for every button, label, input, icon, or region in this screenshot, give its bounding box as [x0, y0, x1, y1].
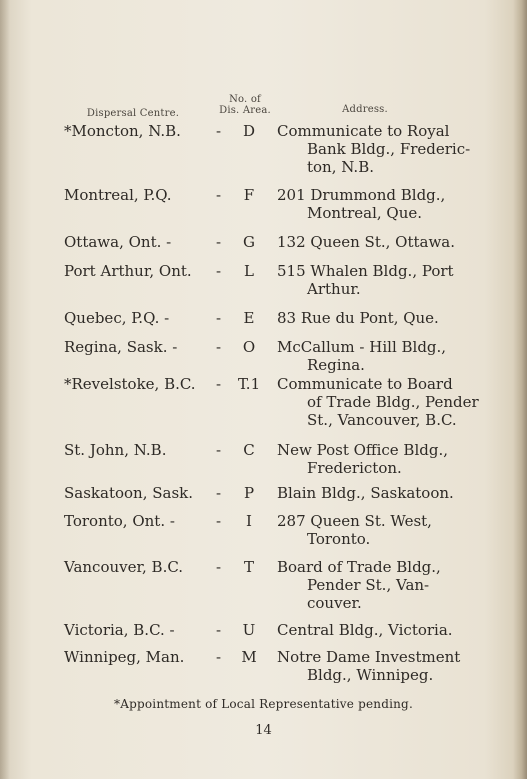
address-line: Communicate to Board — [277, 375, 453, 393]
address-line: Montreal, Que. — [307, 204, 423, 222]
address-line: ton, N.B. — [307, 158, 374, 176]
dispersal-centre: Winnipeg, Man. — [64, 648, 185, 666]
dash-separator: - — [216, 186, 222, 204]
address — [277, 122, 471, 176]
address-line: St., Vancouver, B.C. — [307, 411, 457, 429]
dispersal-centre: Ottawa, Ont. - — [64, 233, 172, 251]
dispersal-centre: Saskatoon, Sask. — [64, 484, 194, 502]
area-code: E — [243, 309, 255, 327]
address-line: 132 Queen St., Ottawa. — [277, 233, 455, 251]
area-code: G — [243, 233, 255, 251]
address-line: 287 Queen St. West, — [277, 512, 432, 530]
dispersal-centre: Port Arthur, Ont. — [64, 262, 192, 280]
address — [277, 262, 467, 298]
address — [277, 512, 467, 548]
dash-separator: - — [216, 558, 222, 576]
address — [277, 338, 467, 374]
dash-separator: - — [216, 375, 222, 393]
address-line: Board of Trade Bldg., — [277, 558, 441, 576]
address-line: Fredericton. — [307, 459, 402, 477]
dispersal-centre: *Moncton, N.B. — [64, 122, 181, 140]
dash-separator: - — [216, 441, 222, 459]
dash-separator: - — [216, 122, 222, 140]
dash-separator: - — [216, 512, 222, 530]
area-code: M — [241, 648, 257, 666]
header-area-line2: Dis. Area. — [219, 105, 271, 116]
address — [277, 441, 467, 477]
address-line: New Post Office Bldg., — [277, 441, 448, 459]
dash-separator: - — [216, 484, 222, 502]
area-code: U — [242, 621, 256, 639]
address-line: Notre Dame Investment — [277, 648, 461, 666]
dispersal-centre: Toronto, Ont. - — [64, 512, 175, 530]
area-code: L — [244, 262, 254, 280]
address-line: Regina. — [307, 356, 365, 374]
dash-separator: - — [216, 309, 222, 327]
footnote: *Appointment of Local Representative pending. — [114, 697, 413, 711]
address-line: Central Bldg., Victoria. — [277, 621, 453, 639]
address-line: couver. — [307, 594, 362, 612]
address-line: Arthur. — [307, 280, 361, 298]
dispersal-centre: *Revelstoke, B.C. — [64, 375, 196, 393]
dash-separator: - — [216, 338, 222, 356]
area-code: I — [246, 512, 252, 530]
address-line: Bank Bldg., Frederic- — [307, 140, 471, 158]
dash-separator: - — [216, 621, 222, 639]
address — [277, 621, 467, 639]
address-line: 83 Rue du Pont, Que. — [277, 309, 439, 327]
header-address: Address. — [342, 104, 388, 115]
area-code: T.1 — [238, 375, 261, 393]
dispersal-centre: Vancouver, B.C. — [64, 558, 184, 576]
address — [277, 186, 467, 222]
address-line: of Trade Bldg., Pender — [307, 393, 479, 411]
dash-separator: - — [216, 262, 222, 280]
address — [277, 484, 467, 502]
address-line: Communicate to Royal — [277, 122, 450, 140]
area-code: C — [243, 441, 255, 459]
address — [277, 309, 467, 327]
header-centre: Dispersal Centre. — [86, 108, 180, 119]
page-right-edge — [513, 0, 527, 779]
address-line: 201 Drummond Bldg., — [277, 186, 446, 204]
header-area-line1: No. of — [229, 94, 261, 105]
dash-separator: - — [216, 648, 222, 666]
address — [277, 648, 467, 684]
address — [277, 558, 467, 612]
area-code: F — [243, 186, 255, 204]
dash-separator: - — [216, 233, 222, 251]
dispersal-centre: Quebec, P.Q. - — [64, 309, 170, 327]
dispersal-centre: St. John, N.B. — [64, 441, 167, 459]
address-line: Bldg., Winnipeg. — [307, 666, 434, 684]
address-line: 515 Whalen Bldg., Port — [277, 262, 454, 280]
address-line: Pender St., Van- — [307, 576, 430, 594]
address-line: Blain Bldg., Saskatoon. — [277, 484, 454, 502]
area-code: P — [243, 484, 255, 502]
address — [277, 233, 467, 251]
dispersal-centre: Victoria, B.C. - — [64, 621, 175, 639]
page-left-edge — [0, 0, 10, 779]
address-line: Toronto. — [307, 530, 371, 548]
page-number: 14 — [255, 723, 272, 738]
area-code: O — [242, 338, 256, 356]
area-code: D — [242, 122, 256, 140]
address-line: McCallum - Hill Bldg., — [277, 338, 447, 356]
dispersal-centre: Regina, Sask. - — [64, 338, 178, 356]
area-code: T — [243, 558, 254, 576]
dispersal-centre: Montreal, P.Q. — [64, 186, 172, 204]
address — [277, 375, 479, 429]
